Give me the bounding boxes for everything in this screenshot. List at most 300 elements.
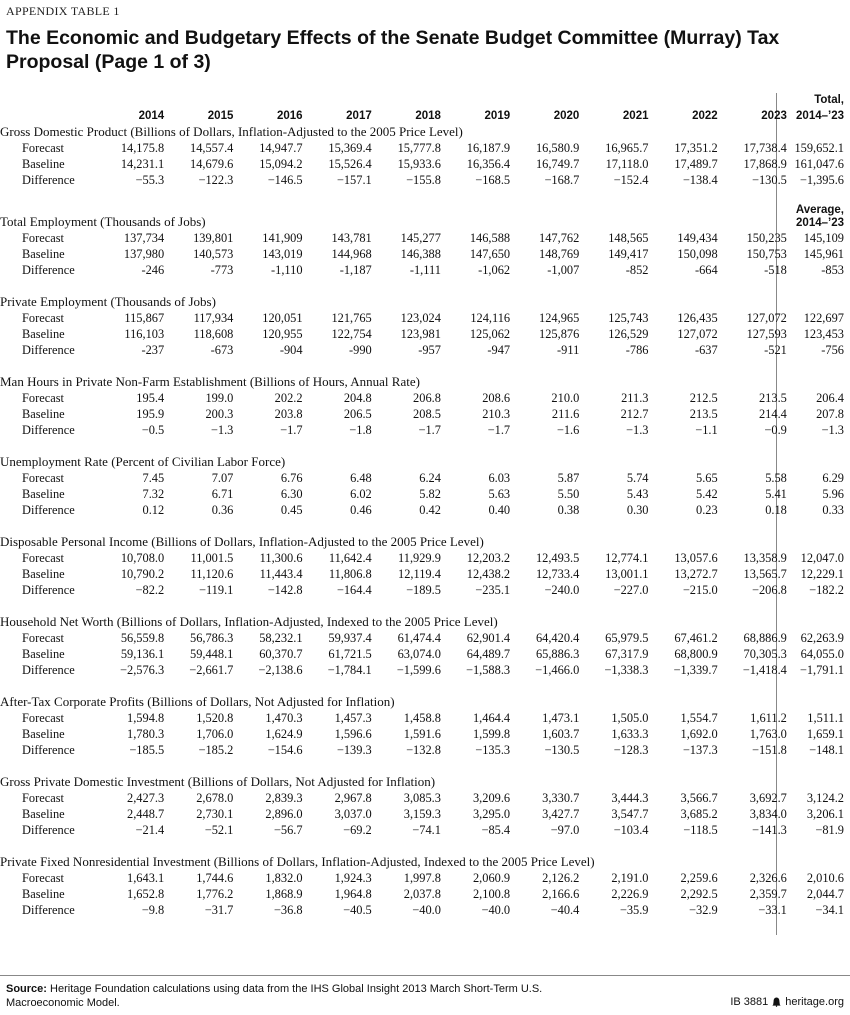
row-label: Difference bbox=[22, 663, 75, 677]
total-value: 161,047.6 bbox=[794, 157, 844, 171]
section-spacer bbox=[0, 598, 850, 614]
cell-value: −35.9 bbox=[619, 903, 649, 917]
cell-value: 11,300.6 bbox=[259, 551, 303, 565]
cell-value: -664 bbox=[694, 263, 718, 277]
cell-value: 147,762 bbox=[539, 231, 580, 245]
row-label: Baseline bbox=[22, 327, 65, 341]
cell-value: 14,175.8 bbox=[120, 141, 165, 155]
cell-value: 11,443.4 bbox=[259, 567, 303, 581]
cell-value: 126,435 bbox=[677, 311, 718, 325]
cell-value: −215.0 bbox=[682, 583, 718, 597]
row-label: Difference bbox=[22, 173, 75, 187]
cell-value: 65,979.5 bbox=[605, 631, 649, 645]
cell-value: −240.0 bbox=[544, 583, 580, 597]
cell-value: 199.0 bbox=[205, 391, 234, 405]
cell-value: -1,110 bbox=[271, 263, 303, 277]
cell-value: −1,466.0 bbox=[535, 663, 580, 677]
cell-value: -673 bbox=[210, 343, 234, 357]
year-header: 2019 bbox=[484, 110, 511, 122]
cell-value: 60,370.7 bbox=[259, 647, 303, 661]
cell-value: 122,754 bbox=[331, 327, 372, 341]
cell-value: −0.5 bbox=[141, 423, 165, 437]
cell-value: −40.0 bbox=[412, 903, 441, 917]
cell-value: −1.6 bbox=[556, 423, 580, 437]
total-value: 5.96 bbox=[822, 487, 844, 501]
cell-value: −1.7 bbox=[418, 423, 441, 437]
cell-value: 1,997.8 bbox=[403, 871, 441, 885]
cell-value: 0.12 bbox=[142, 503, 165, 517]
liberty-bell-icon bbox=[772, 997, 781, 1007]
cell-value: 6.48 bbox=[350, 471, 372, 485]
cell-value: 1,652.8 bbox=[127, 887, 165, 901]
cell-value: −152.4 bbox=[613, 173, 649, 187]
cell-value: 2,259.6 bbox=[680, 871, 718, 885]
cell-value: −1.7 bbox=[280, 423, 303, 437]
table-row bbox=[0, 486, 850, 502]
cell-value: 11,642.4 bbox=[328, 551, 372, 565]
section-title-row bbox=[0, 294, 850, 310]
total-value: 206.4 bbox=[816, 391, 844, 405]
cell-value: −128.3 bbox=[613, 743, 649, 757]
total-value: −1,395.6 bbox=[799, 173, 844, 187]
footer-rule bbox=[0, 975, 850, 976]
cell-value: 3,037.0 bbox=[334, 807, 372, 821]
total-header bbox=[787, 92, 850, 124]
cell-value: 5.43 bbox=[626, 487, 649, 501]
cell-value: −137.3 bbox=[682, 743, 718, 757]
cell-value: 15,526.4 bbox=[328, 157, 372, 171]
row-label: Forecast bbox=[22, 871, 64, 885]
cell-value: 13,358.9 bbox=[743, 551, 787, 565]
cell-value: 0.36 bbox=[211, 503, 234, 517]
total-value: 123,453 bbox=[803, 327, 844, 341]
section-spacer bbox=[0, 278, 850, 294]
cell-value: −118.5 bbox=[683, 823, 718, 837]
cell-value: 13,057.6 bbox=[674, 551, 718, 565]
cell-value: −235.1 bbox=[475, 583, 511, 597]
cell-value: 10,790.2 bbox=[120, 567, 165, 581]
cell-value: 2,359.7 bbox=[749, 887, 787, 901]
cell-value: 3,427.7 bbox=[542, 807, 580, 821]
cell-value: 148,769 bbox=[539, 247, 580, 261]
row-label: Baseline bbox=[22, 727, 65, 741]
cell-value: 3,330.7 bbox=[542, 791, 580, 805]
year-header: 2020 bbox=[553, 110, 580, 122]
total-value: −148.1 bbox=[809, 743, 844, 757]
table-row bbox=[0, 902, 850, 918]
cell-value: 212.7 bbox=[620, 407, 649, 421]
cell-value: 5.58 bbox=[765, 471, 787, 485]
cell-value: 137,734 bbox=[123, 231, 165, 245]
section-summary-header bbox=[787, 124, 850, 140]
section-title: Private Employment (Thousands of Jobs) bbox=[0, 294, 216, 309]
cell-value: 210.3 bbox=[482, 407, 511, 421]
cell-value: 2,100.8 bbox=[472, 887, 511, 901]
table-row bbox=[0, 790, 850, 806]
cell-value: 121,765 bbox=[331, 311, 372, 325]
cell-value: -990 bbox=[349, 343, 372, 357]
cell-value: 67,317.9 bbox=[605, 647, 649, 661]
cell-value: 1,554.7 bbox=[680, 711, 718, 725]
cell-value: 14,679.6 bbox=[190, 157, 234, 171]
cell-value: −130.5 bbox=[544, 743, 580, 757]
row-label: Difference bbox=[22, 903, 75, 917]
cell-value: 147,650 bbox=[469, 247, 511, 261]
cell-value: 5.82 bbox=[419, 487, 441, 501]
row-label: Forecast bbox=[22, 711, 64, 725]
section-title-row bbox=[0, 124, 850, 140]
total-value: 3,124.2 bbox=[806, 791, 844, 805]
total-value: 6.29 bbox=[822, 471, 844, 485]
header-row bbox=[0, 92, 850, 124]
cell-value: 12,493.5 bbox=[535, 551, 580, 565]
table-row bbox=[0, 156, 850, 172]
table-row bbox=[0, 390, 850, 406]
section-summary-header bbox=[787, 204, 850, 230]
section-title: Gross Private Domestic Investment (Billions of Dollars, Not Adjusted for Inflation) bbox=[0, 774, 436, 789]
cell-value: 7.32 bbox=[142, 487, 165, 501]
cell-value: 0.46 bbox=[350, 503, 372, 517]
total-value: 207.8 bbox=[816, 407, 844, 421]
cell-value: 59,136.1 bbox=[120, 647, 165, 661]
cell-value: 7.07 bbox=[211, 471, 234, 485]
cell-value: −164.4 bbox=[336, 583, 372, 597]
row-label: Difference bbox=[22, 343, 75, 357]
cell-value: 17,738.4 bbox=[743, 141, 787, 155]
table-row bbox=[0, 582, 850, 598]
cell-value: −206.8 bbox=[752, 583, 787, 597]
cell-value: −103.4 bbox=[613, 823, 649, 837]
year-header: 2015 bbox=[207, 110, 234, 122]
site-link[interactable]: heritage.org bbox=[785, 996, 844, 1008]
section-title: Unemployment Rate (Percent of Civilian Labor Force) bbox=[0, 454, 286, 469]
table-row bbox=[0, 140, 850, 156]
row-label: Difference bbox=[22, 583, 75, 597]
total-value: 62,263.9 bbox=[800, 631, 844, 645]
row-label: Baseline bbox=[22, 887, 65, 901]
cell-value: 0.30 bbox=[626, 503, 649, 517]
total-value: 0.33 bbox=[822, 503, 844, 517]
section-summary-header bbox=[787, 534, 850, 550]
cell-value: 1,470.3 bbox=[265, 711, 303, 725]
row-label: Baseline bbox=[22, 247, 65, 261]
section-summary-header bbox=[787, 454, 850, 470]
cell-value: 13,565.7 bbox=[743, 567, 787, 581]
cell-value: 7.45 bbox=[142, 471, 165, 485]
cell-value: 1,692.0 bbox=[680, 727, 718, 741]
cell-value: 12,203.2 bbox=[466, 551, 511, 565]
cell-value: −142.8 bbox=[267, 583, 303, 597]
cell-value: 143,019 bbox=[262, 247, 303, 261]
cell-value: 195.9 bbox=[136, 407, 165, 421]
cell-value: −1.3 bbox=[210, 423, 234, 437]
cell-value: 64,489.7 bbox=[466, 647, 511, 661]
cell-value: 58,232.1 bbox=[259, 631, 303, 645]
cell-value: 206.8 bbox=[413, 391, 441, 405]
cell-value: 16,187.9 bbox=[466, 141, 511, 155]
section-title: Private Fixed Nonresidential Investment (Billions of Dollars, Inflation-Adjusted, Indexed to the 2005 Price Level) bbox=[0, 854, 595, 869]
total-value: 12,229.1 bbox=[800, 567, 844, 581]
table-row bbox=[0, 630, 850, 646]
cell-value: 204.8 bbox=[343, 391, 372, 405]
total-header-line2: 2014–’23 bbox=[796, 110, 844, 122]
cell-value: 211.6 bbox=[551, 407, 580, 421]
cell-value: 127,072 bbox=[677, 327, 718, 341]
cell-value: −56.7 bbox=[273, 823, 303, 837]
page-title: The Economic and Budgetary Effects of the Senate Budget Committee (Murray) Tax Proposal (Page 1 of 3) bbox=[6, 27, 780, 73]
total-header-line1: Total, bbox=[814, 94, 844, 106]
cell-value: 127,593 bbox=[746, 327, 787, 341]
total-value: 122,697 bbox=[803, 311, 844, 325]
cell-value: −2,138.6 bbox=[258, 663, 303, 677]
row-label: Difference bbox=[22, 263, 75, 277]
cell-value: −139.3 bbox=[336, 743, 372, 757]
cell-value: −154.6 bbox=[267, 743, 303, 757]
cell-value: 115,867 bbox=[124, 311, 165, 325]
total-value: −34.1 bbox=[815, 903, 844, 917]
table-row bbox=[0, 566, 850, 582]
cell-value: −1.3 bbox=[626, 423, 649, 437]
summary-header-line1: Average, bbox=[795, 204, 844, 216]
row-label: Forecast bbox=[22, 231, 64, 245]
header-blank bbox=[0, 92, 95, 124]
section-summary-header bbox=[787, 694, 850, 710]
cell-value: 195.4 bbox=[136, 391, 165, 405]
cell-value: 2,839.3 bbox=[265, 791, 303, 805]
table-row bbox=[0, 422, 850, 438]
year-header: 2022 bbox=[692, 110, 718, 122]
section-title-row bbox=[0, 694, 850, 710]
cell-value: 59,448.1 bbox=[190, 647, 234, 661]
cell-value: −2,576.3 bbox=[120, 663, 165, 677]
cell-value: −135.3 bbox=[475, 743, 511, 757]
total-value: -756 bbox=[821, 343, 844, 357]
cell-value: 5.74 bbox=[626, 471, 649, 485]
cell-value: 14,557.4 bbox=[190, 141, 234, 155]
cell-value: 16,580.9 bbox=[535, 141, 580, 155]
cell-value: 1,868.9 bbox=[265, 887, 303, 901]
row-label: Difference bbox=[22, 423, 75, 437]
cell-value: -1,187 bbox=[339, 263, 372, 277]
cell-value: 1,706.0 bbox=[196, 727, 234, 741]
source-label: Source: bbox=[6, 983, 47, 995]
cell-value: 11,806.8 bbox=[328, 567, 372, 581]
cell-value: 3,209.6 bbox=[472, 791, 511, 805]
cell-value: −40.5 bbox=[343, 903, 372, 917]
cell-value: -1,111 bbox=[409, 263, 441, 277]
cell-value: 200.3 bbox=[205, 407, 234, 421]
cell-value: 1,924.3 bbox=[334, 871, 372, 885]
section-title-row bbox=[0, 374, 850, 390]
cell-value: 123,024 bbox=[400, 311, 441, 325]
cell-value: 16,356.4 bbox=[466, 157, 511, 171]
section-title-row bbox=[0, 534, 850, 550]
cell-value: 214.4 bbox=[758, 407, 787, 421]
cell-value: 208.6 bbox=[482, 391, 511, 405]
cell-value: 17,118.0 bbox=[605, 157, 649, 171]
table-row bbox=[0, 246, 850, 262]
cell-value: 0.18 bbox=[765, 503, 787, 517]
cell-value: 3,295.0 bbox=[472, 807, 511, 821]
cell-value: 150,098 bbox=[677, 247, 718, 261]
cell-value: 65,886.3 bbox=[535, 647, 580, 661]
cell-value: 149,434 bbox=[677, 231, 718, 245]
cell-value: 1,591.6 bbox=[403, 727, 441, 741]
cell-value: 144,968 bbox=[331, 247, 372, 261]
cell-value: −40.4 bbox=[550, 903, 580, 917]
table-row bbox=[0, 742, 850, 758]
cell-value: 14,947.7 bbox=[259, 141, 303, 155]
cell-value: −9.8 bbox=[141, 903, 165, 917]
cell-value: 16,965.7 bbox=[605, 141, 649, 155]
cell-value: 1,780.3 bbox=[127, 727, 165, 741]
cell-value: -904 bbox=[279, 343, 303, 357]
cell-value: 12,438.2 bbox=[466, 567, 511, 581]
section-summary-header bbox=[787, 854, 850, 870]
cell-value: −40.0 bbox=[481, 903, 511, 917]
cell-value: 150,235 bbox=[746, 231, 787, 245]
total-value: 145,109 bbox=[803, 231, 844, 245]
row-label: Forecast bbox=[22, 311, 64, 325]
cell-value: -237 bbox=[141, 343, 165, 357]
cell-value: 3,085.3 bbox=[403, 791, 441, 805]
cell-value: 12,733.4 bbox=[535, 567, 580, 581]
year-header: 2014 bbox=[138, 110, 165, 122]
cell-value: 150,753 bbox=[746, 247, 787, 261]
cell-value: 141,909 bbox=[262, 231, 303, 245]
row-label: Difference bbox=[22, 823, 75, 837]
table-row bbox=[0, 172, 850, 188]
summary-header-line2: 2014–’23 bbox=[796, 217, 844, 229]
cell-value: 1,594.8 bbox=[127, 711, 165, 725]
cell-value: 118,608 bbox=[193, 327, 234, 341]
cell-value: 1,633.3 bbox=[611, 727, 649, 741]
cell-value: 208.5 bbox=[413, 407, 441, 421]
cell-value: 5.63 bbox=[488, 487, 511, 501]
table-row bbox=[0, 822, 850, 838]
table-row bbox=[0, 662, 850, 678]
cell-value: −1,339.7 bbox=[673, 663, 718, 677]
cell-value: −1,418.4 bbox=[742, 663, 787, 677]
data-table bbox=[0, 92, 850, 918]
table-row bbox=[0, 870, 850, 886]
cell-value: 1,643.1 bbox=[127, 871, 165, 885]
table-row bbox=[0, 646, 850, 662]
cell-value: 3,834.0 bbox=[749, 807, 787, 821]
table-row bbox=[0, 726, 850, 742]
cell-value: −119.1 bbox=[198, 583, 234, 597]
cell-value: 70,305.3 bbox=[743, 647, 787, 661]
cell-value: −185.5 bbox=[129, 743, 165, 757]
cell-value: 2,427.3 bbox=[127, 791, 165, 805]
cell-value: 139,801 bbox=[193, 231, 234, 245]
cell-value: 16,749.7 bbox=[535, 157, 580, 171]
cell-value: 6.76 bbox=[280, 471, 303, 485]
cell-value: 145,277 bbox=[400, 231, 441, 245]
cell-value: 148,565 bbox=[608, 231, 649, 245]
cell-value: 17,351.2 bbox=[674, 141, 718, 155]
section-spacer bbox=[0, 438, 850, 454]
cell-value: 146,388 bbox=[400, 247, 441, 261]
cell-value: 0.23 bbox=[696, 503, 718, 517]
cell-value: 2,967.8 bbox=[334, 791, 372, 805]
section-title-row bbox=[0, 774, 850, 790]
cell-value: -1,007 bbox=[547, 263, 580, 277]
cell-value: 13,272.7 bbox=[674, 567, 718, 581]
row-label: Forecast bbox=[22, 471, 64, 485]
cell-value: 15,777.8 bbox=[397, 141, 441, 155]
cell-value: 14,231.1 bbox=[120, 157, 165, 171]
total-value: 159,652.1 bbox=[794, 141, 844, 155]
cell-value: −227.0 bbox=[613, 583, 649, 597]
total-value: 3,206.1 bbox=[806, 807, 844, 821]
total-value: 1,659.1 bbox=[806, 727, 844, 741]
cell-value: 1,624.9 bbox=[265, 727, 303, 741]
section-title-row bbox=[0, 454, 850, 470]
cell-value: -518 bbox=[764, 263, 787, 277]
cell-value: 202.2 bbox=[274, 391, 303, 405]
table-row bbox=[0, 886, 850, 902]
cell-value: -957 bbox=[418, 343, 441, 357]
cell-value: 120,051 bbox=[262, 311, 303, 325]
cell-value: −189.5 bbox=[406, 583, 441, 597]
cell-value: 61,721.5 bbox=[328, 647, 372, 661]
table-row bbox=[0, 310, 850, 326]
cell-value: 2,037.8 bbox=[403, 887, 441, 901]
row-label: Forecast bbox=[22, 631, 64, 645]
cell-value: 126,529 bbox=[608, 327, 649, 341]
cell-value: −55.3 bbox=[135, 173, 165, 187]
cell-value: 15,933.6 bbox=[397, 157, 441, 171]
section-summary-header bbox=[787, 294, 850, 310]
cell-value: -773 bbox=[210, 263, 234, 277]
total-value: 2,010.6 bbox=[806, 871, 844, 885]
cell-value: 1,964.8 bbox=[334, 887, 372, 901]
cell-value: 2,448.7 bbox=[127, 807, 165, 821]
cell-value: −130.5 bbox=[752, 173, 787, 187]
source-text: Heritage Foundation calculations using data from the IHS Global Insight 2013 March Short-Term U.S. Macroeconomic Model. bbox=[6, 983, 543, 1009]
cell-value: 11,001.5 bbox=[190, 551, 234, 565]
cell-value: 1,505.0 bbox=[611, 711, 649, 725]
row-label: Forecast bbox=[22, 551, 64, 565]
row-label: Baseline bbox=[22, 567, 65, 581]
cell-value: −168.5 bbox=[475, 173, 511, 187]
cell-value: -1,062 bbox=[478, 263, 511, 277]
section-title-row bbox=[0, 854, 850, 870]
cell-value: 140,573 bbox=[193, 247, 234, 261]
cell-value: −82.2 bbox=[135, 583, 165, 597]
cell-value: 3,692.7 bbox=[749, 791, 787, 805]
total-value: −81.9 bbox=[815, 823, 844, 837]
cell-value: 5.50 bbox=[557, 487, 580, 501]
cell-value: −146.5 bbox=[267, 173, 303, 187]
cell-value: 6.03 bbox=[488, 471, 511, 485]
cell-value: −1,588.3 bbox=[465, 663, 511, 677]
table-row bbox=[0, 342, 850, 358]
section-summary-header bbox=[787, 614, 850, 630]
total-value: 145,961 bbox=[803, 247, 844, 261]
cell-value: 3,566.7 bbox=[680, 791, 718, 805]
total-value: 1,511.1 bbox=[807, 711, 844, 725]
year-header: 2021 bbox=[622, 110, 649, 122]
cell-value: 3,547.7 bbox=[611, 807, 649, 821]
cell-value: 5.87 bbox=[557, 471, 580, 485]
cell-value: 12,119.4 bbox=[398, 567, 441, 581]
cell-value: 56,786.3 bbox=[190, 631, 234, 645]
section-title-row bbox=[0, 614, 850, 630]
cell-value: 2,292.5 bbox=[680, 887, 718, 901]
cell-value: 1,763.0 bbox=[749, 727, 787, 741]
